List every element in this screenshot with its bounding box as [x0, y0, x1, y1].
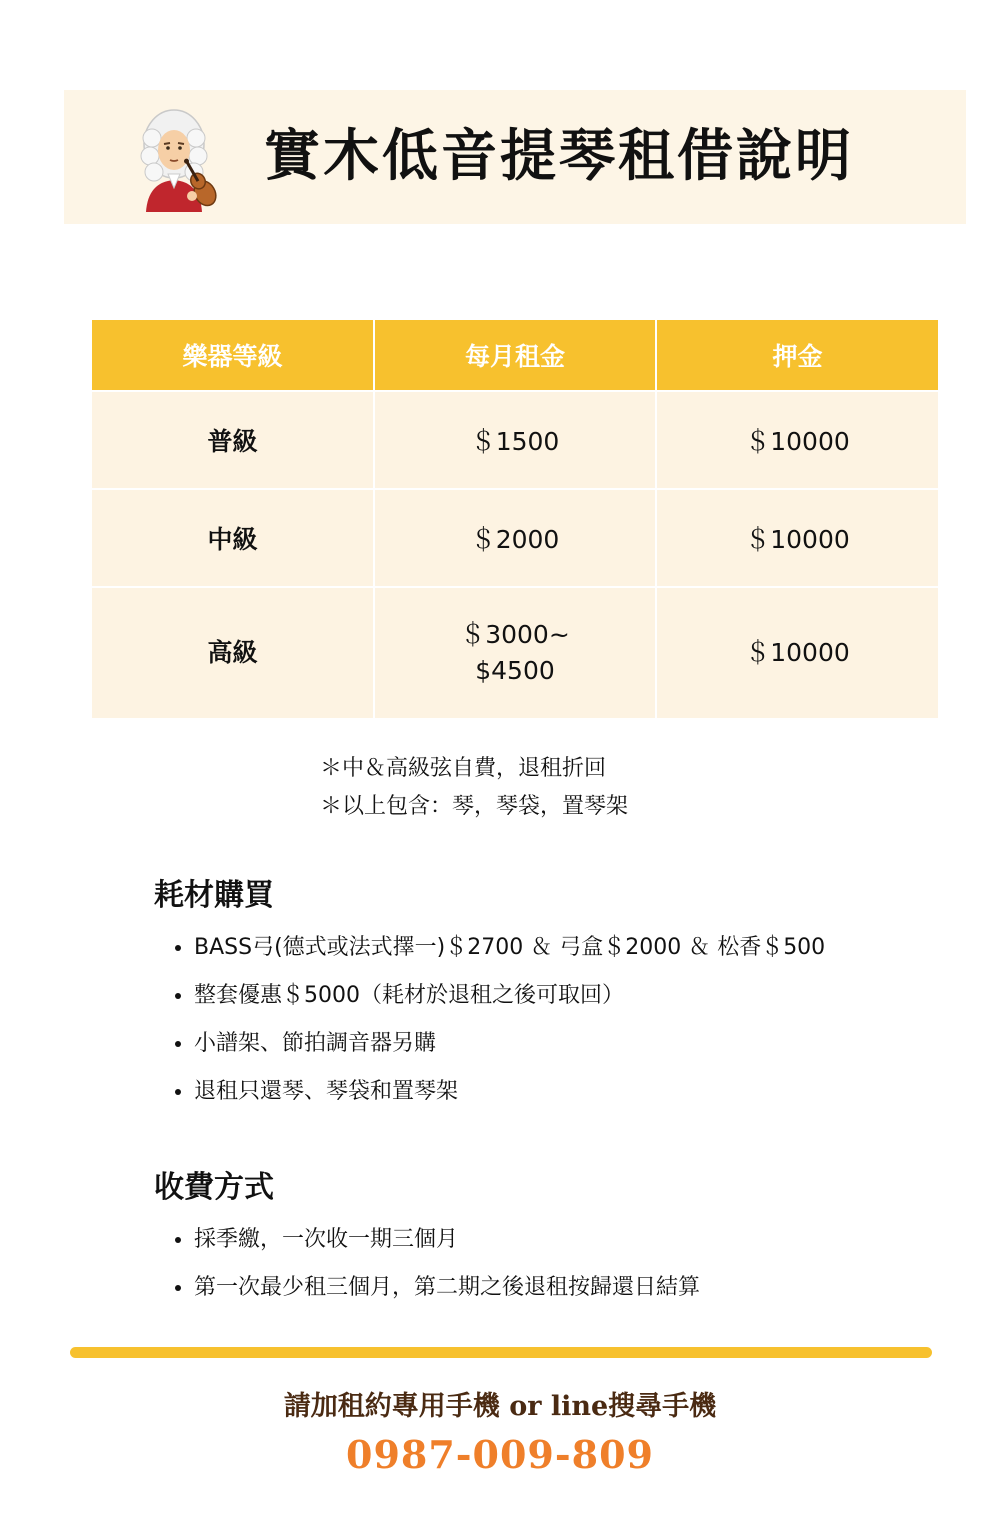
- table-row: [92, 391, 938, 489]
- level-cell: 普級: [92, 391, 374, 489]
- rent-cell: ＄2000: [374, 489, 656, 587]
- consumables-section-title: 耗材購買: [154, 878, 274, 913]
- column-header-deposit: 押金: [656, 320, 938, 391]
- rent-cell: [374, 587, 656, 718]
- divider: [70, 1347, 932, 1358]
- header-banner: [64, 90, 966, 224]
- payment-list: [172, 1216, 700, 1312]
- deposit-cell: ＄10000: [656, 391, 938, 489]
- rent-range-start: ＄3000~: [460, 620, 570, 649]
- level-cell: 中級: [92, 489, 374, 587]
- rent-range-end: $4500: [475, 656, 555, 685]
- list-item: • 退租只還琴、琴袋和置琴架: [194, 1068, 825, 1116]
- list-item: • 整套優惠＄5000（耗材於退租之後可取回）: [194, 972, 825, 1020]
- list-item: • BASS弓(德式或法式擇一)＄2700 ＆ 弓盒＄2000 ＆ 松香＄500: [194, 924, 825, 972]
- table-notes: [320, 750, 628, 826]
- deposit-cell: ＄10000: [656, 587, 938, 718]
- level-cell: 高級: [92, 587, 374, 718]
- page-title: 實木低音提琴租借說明: [264, 124, 854, 189]
- baroque-composer-violin-icon: [140, 108, 224, 212]
- payment-section-title: 收費方式: [154, 1170, 274, 1205]
- list-item: • 採季繳，一次收一期三個月: [194, 1216, 700, 1264]
- table-row: [92, 587, 938, 718]
- note-line: ＊以上包含：琴，琴袋，置琴架: [320, 794, 629, 819]
- column-header-level: 樂器等級: [92, 320, 374, 391]
- list-item: • 第一次最少租三個月，第二期之後退租按歸還日結算: [194, 1264, 700, 1312]
- column-header-monthly-rent: 每月租金: [374, 320, 656, 391]
- list-item: • 小譜架、節拍調音器另購: [194, 1020, 825, 1068]
- deposit-cell: ＄10000: [656, 489, 938, 587]
- contact-text: 請加租約專用手機 or line搜尋手機: [283, 1391, 717, 1422]
- rent-cell: ＄1500: [374, 391, 656, 489]
- consumables-list: [172, 924, 825, 1116]
- phone-number[interactable]: 0987-009-809: [346, 1432, 654, 1477]
- rental-price-table: [92, 320, 938, 718]
- table-row: [92, 489, 938, 587]
- table-header-row: [92, 320, 938, 391]
- note-line: ＊中＆高級弦自費，退租折回: [320, 756, 607, 781]
